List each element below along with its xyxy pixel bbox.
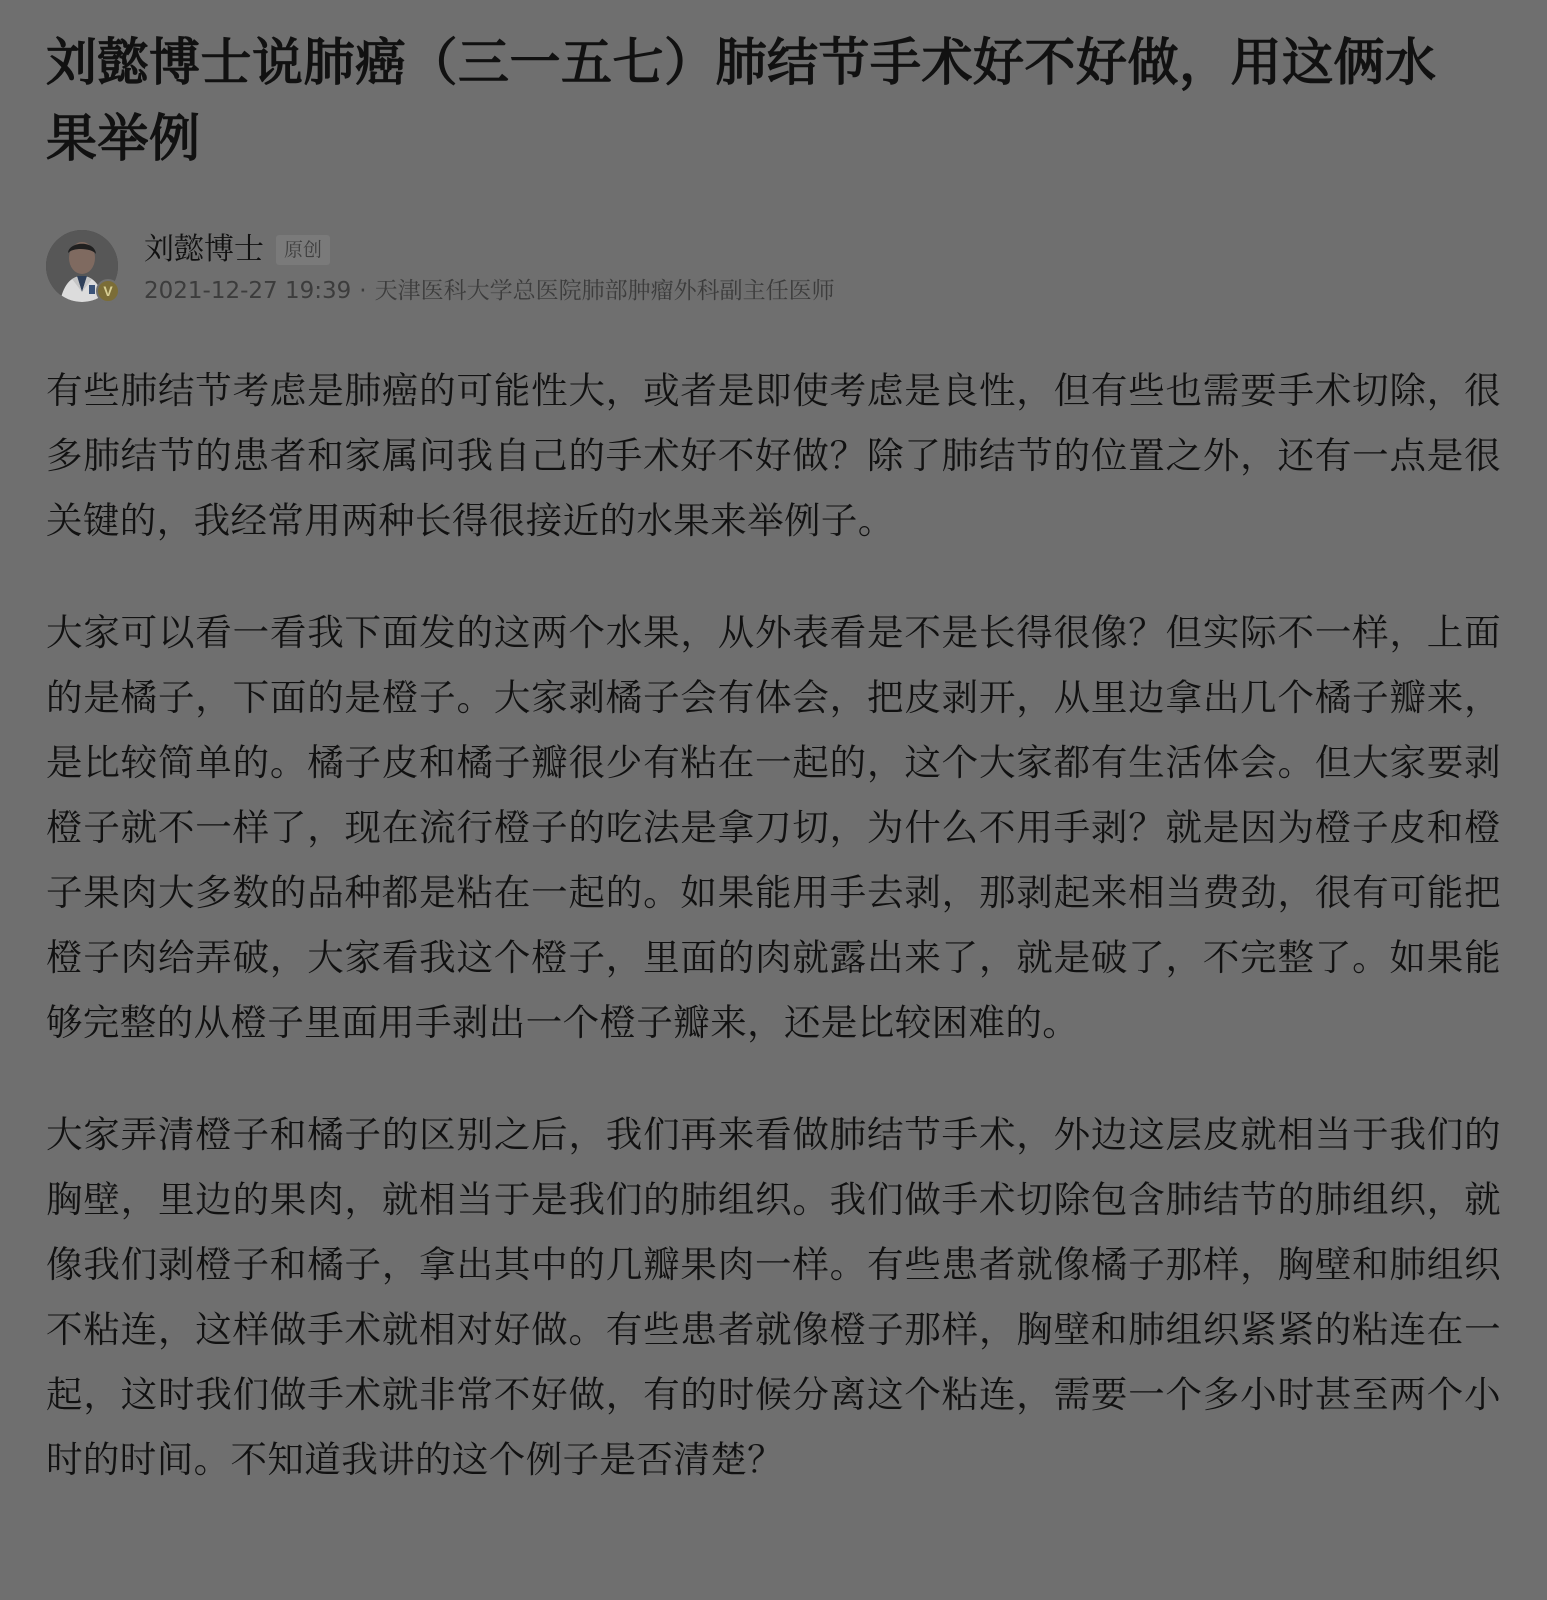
author-avatar[interactable]	[46, 230, 118, 302]
article-paragraph-3: 大家弄清橙子和橘子的区别之后，我们再来看做肺结节手术，外边这层皮就相当于我们的胸壁，里边的果肉，就相当于是我们的肺组织。我们做手术切除包含肺结节的肺组织，就像我们剥橙子和橘子，拿出其中的几瓣果肉一样。有些患者就像橘子那样，胸壁和肺组织不粘连，这样做手术就相对好做。有些患者就像橙子那样，胸壁和肺组织紧紧的粘连在一起，这时我们做手术就非常不好做，有的时候分离这个粘连，需要一个多小时甚至两个小时的时间。不知道我讲的这个例子是否清楚？	[46, 1113, 1501, 1481]
original-badge: 原创	[276, 235, 330, 265]
author-row	[46, 230, 1501, 318]
article-body	[46, 358, 1501, 1492]
article-paragraph-1: 有些肺结节考虑是肺癌的可能性大，或者是即使考虑是良性，但有些也需要手术切除，很多肺结节的患者和家属问我自己的手术好不好做？除了肺结节的位置之外，还有一点是很关键的，我经常用两种长得很接近的水果来举例子。	[46, 369, 1501, 542]
author-name[interactable]: 刘懿博士	[144, 232, 264, 267]
article-meta	[144, 276, 835, 306]
author-description: 天津医科大学总医院肺部肿瘤外科副主任医师	[374, 278, 835, 304]
article-paragraph-2: 大家可以看一看我下面发的这两个水果，从外表看是不是长得很像？但实际不一样，上面的是橘子，下面的是橙子。大家剥橘子会有体会，把皮剥开，从里边拿出几个橘子瓣来，是比较简单的。橘子皮和橘子瓣很少有粘在一起的，这个大家都有生活体会。但大家要剥橙子就不一样了，现在流行橙子的吃法是拿刀切，为什么不用手剥？就是因为橙子皮和橙子果肉大多数的品种都是粘在一起的。如果能用手去剥，那剥起来相当费劲，很有可能把橙子肉给弄破，大家看我这个橙子，里面的肉就露出来了，就是破了，不完整了。如果能够完整的从橙子里面用手剥出一个橙子瓣来，还是比较困难的。	[46, 611, 1501, 1044]
publish-time: 2021-12-27 19:39	[144, 278, 352, 304]
meta-separator: ·	[359, 278, 367, 304]
verified-badge-icon: V	[96, 279, 120, 303]
article-title: 刘懿博士说肺癌（三一五七）肺结节手术好不好做，用这俩水果举例	[46, 34, 1437, 169]
